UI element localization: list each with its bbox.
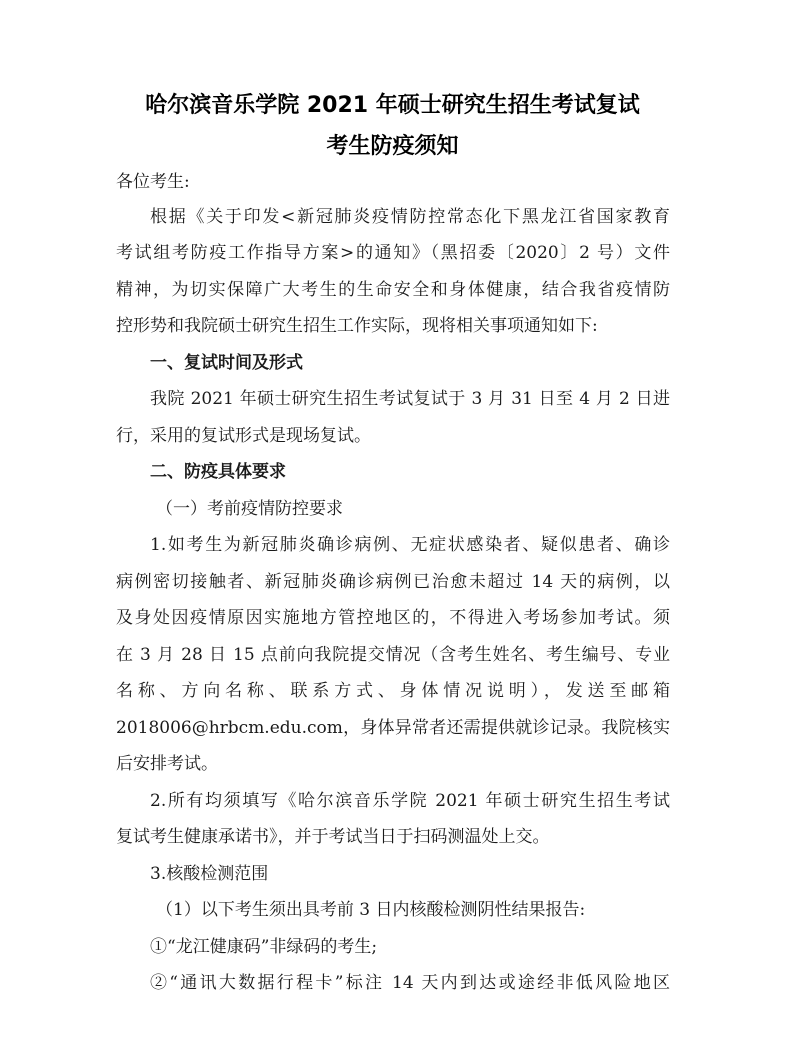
document-title-line-1: 哈尔滨音乐学院 2021 年硕士研究生招生考试复试 xyxy=(145,93,640,118)
paragraph-line: （1）以下考生须出具考前 3 日内核酸检测阴性结果报告: xyxy=(156,900,586,920)
document-title-line-2: 考生防疫须知 xyxy=(326,134,459,159)
salutation: 各位考生: xyxy=(116,172,190,192)
item-heading: 3.核酸检测范围 xyxy=(150,864,269,884)
list-item: ②“通讯大数据行程卡”标注 14 天内到达或途经非低风险地区 xyxy=(150,973,670,993)
paragraph-line: 1.如考生为新冠肺炎确诊病例、无症状感染者、疑似患者、确诊 xyxy=(150,535,670,555)
paragraph-line: 考试组考防疫工作指导方案>的通知》（黑招委〔2020〕2 号）文件 xyxy=(116,243,670,263)
subsection-heading: （一）考前疫情防控要求 xyxy=(156,499,343,519)
section-heading: 一、复试时间及形式 xyxy=(150,353,303,373)
paragraph-line: 根据《关于印发<新冠肺炎疫情防控常态化下黑龙江省国家教育 xyxy=(150,207,670,227)
paragraph-line: 复试考生健康承诺书》，并于考试当日于扫码测温处上交。 xyxy=(116,827,550,847)
paragraph-line: 行，采用的复试形式是现场复试。 xyxy=(116,426,371,446)
paragraph-line: 2.所有均须填写《哈尔滨音乐学院 2021 年硕士研究生招生考试 xyxy=(150,791,670,811)
section-heading: 二、防疫具体要求 xyxy=(150,462,286,482)
paragraph-line: 及身处因疫情原因实施地方管控地区的，不得进入考场参加考试。须 xyxy=(116,608,670,628)
paragraph-line: 精神，为切实保障广大考生的生命安全和身体健康，结合我省疫情防 xyxy=(116,280,670,300)
paragraph-line: 控形势和我院硕士研究生招生工作实际，现将相关事项通知如下: xyxy=(116,316,598,336)
paragraph-line: 2018006@hrbcm.edu.com，身体异常者还需提供就诊记录。我院核实 xyxy=(116,718,670,738)
list-item: ①“龙江健康码”非绿码的考生; xyxy=(150,937,378,957)
paragraph-line: 我院 2021 年硕士研究生招生考试复试于 3 月 31 日至 4 月 2 日进 xyxy=(150,389,670,409)
paragraph-line: 在 3 月 28 日 15 点前向我院提交情况（含考生姓名、考生编号、专业 xyxy=(116,645,670,665)
paragraph-line: 后安排考试。 xyxy=(116,754,218,774)
paragraph-line: 病例密切接触者、新冠肺炎确诊病例已治愈未超过 14 天的病例，以 xyxy=(116,572,670,592)
paragraph-line: 名称、方向名称、联系方式、身体情况说明），发送至邮箱 xyxy=(116,681,670,701)
